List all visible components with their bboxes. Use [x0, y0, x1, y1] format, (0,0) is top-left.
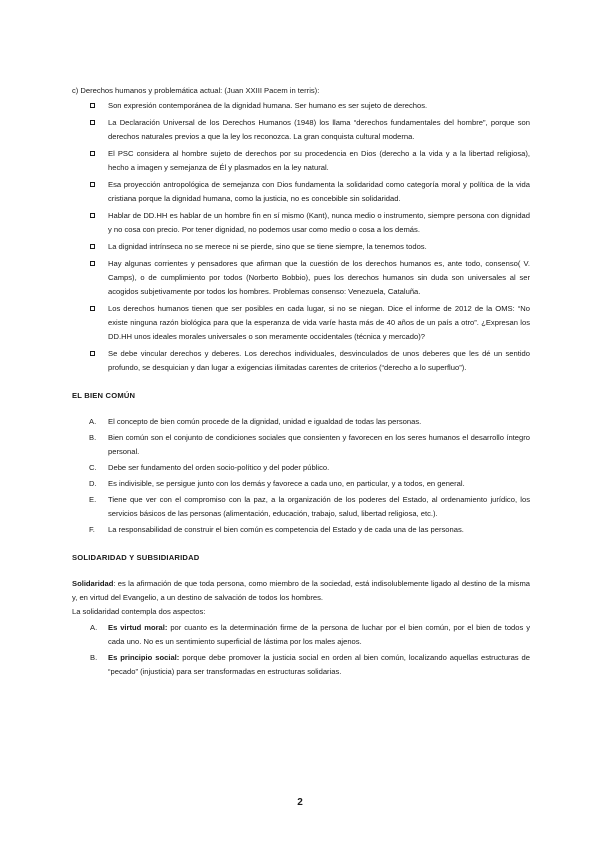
checkbox-bullet-icon: [90, 151, 95, 156]
list-item-text: Tiene que ver con el compromiso con la paz, a la organización de los poderes del Estado, al ordenamiento jurídico, los servicios básicos de las personas (alimentación, educación, trabajo, salud, libertad religiosa, etc.).: [108, 495, 530, 518]
checkbox-bullet-icon: [90, 103, 95, 108]
list-item: [72, 651, 530, 679]
list-item-text: Esa proyección antropológica de semejanza con Dios fundamenta la solidaridad como categoría moral y política de la vida cristiana porque la dignidad humana, como la justicia, no es concebible sin solidaridad.: [108, 180, 530, 203]
definition-text: : es la afirmación de que toda persona, como miembro de la sociedad, está indisolublemente ligado al destino de la misma y, en virtud del Evangelio, a un destino de salvación de todos los hombres.: [72, 579, 530, 602]
list-item: [72, 116, 530, 144]
list-item-text: Debe ser fundamento del orden socio-político y del poder público.: [108, 463, 330, 472]
definition-term: Solidaridad: [72, 579, 114, 588]
page-number: 2: [297, 797, 303, 808]
list-item-text: La Declaración Universal de los Derechos Humanos (1948) los llama “derechos fundamentales del hombre”, porque son derechos naturales previos a que la ley los reconozca. La gran conquista cultural moderna.: [108, 118, 530, 141]
list-item-text: Los derechos humanos tienen que ser posibles en cada lugar, si no se niegan. Dice el informe de 2012 de la OMS: “No existe ninguna razón biológica para que la esperanza de vida varíe hasta más de 40 años de un país a otro”. ¿Expresan los DD.HH unos ideales morales universales o son meramente occidentales (técnica y mercado)?: [108, 304, 530, 341]
list-item: [72, 493, 530, 521]
list-item-text: La dignidad intrínseca no se merece ni se pierde, sino que se tiene siempre, la tenemos todos.: [108, 242, 427, 251]
rights-bullet-list: [72, 99, 530, 375]
list-item: [72, 415, 530, 429]
list-item-text: El PSC considera al hombre sujeto de derechos por su procedencia en Dios (derecho a la vida y a la libertad religiosa), hecho a imagen y semejanza de Él y plasmados en la ley natural.: [108, 149, 530, 172]
list-marker: B.: [89, 433, 97, 442]
bien-comun-list: [72, 415, 530, 537]
list-marker: A.: [90, 623, 98, 632]
solidaridad-definition: [72, 577, 530, 605]
list-item: [72, 621, 530, 649]
checkbox-bullet-icon: [90, 182, 95, 187]
list-marker: B.: [90, 653, 98, 662]
section-intro: c) Derechos humanos y problemática actual: (Juan XXIII Pacem in terris):: [72, 86, 320, 95]
list-item-text: Es indivisible, se persigue junto con los demás y favorece a cada uno, en particular, y a todos, en general.: [108, 479, 465, 488]
list-item: [72, 431, 530, 459]
list-item-text: Hay algunas corrientes y pensadores que afirman que la cuestión de los derechos humanos es, ante todo, consenso( V. Camps), o de cumplimiento por todos (Norberto Bobbio), pues los derechos humanos sin duda son universales al ser acogidos subjetivamente por todos los hombres. Problemas consenso: Venezuela, Cataluña.: [108, 259, 530, 296]
section-heading-bien-comun: EL BIEN COMÚN: [72, 391, 136, 400]
list-marker: C.: [89, 463, 97, 472]
checkbox-bullet-icon: [90, 261, 95, 266]
solidaridad-intro: La solidaridad contempla dos aspectos:: [72, 607, 206, 616]
list-item: [72, 99, 530, 113]
list-item: [72, 461, 530, 475]
list-item-text: El concepto de bien común procede de la dignidad, unidad e igualdad de todas las personas.: [108, 417, 422, 426]
list-item-text: Son expresión contemporánea de la dignidad humana. Ser humano es ser sujeto de derechos.: [108, 101, 428, 110]
aspect-text: porque debe promover la justicia social en orden al bien común, localizando aquellas estructuras de “pecado” (injusticia) para ser transformadas en estructuras solidarias.: [108, 653, 530, 676]
list-item: [72, 178, 530, 206]
list-item-text: La responsabilidad de construir el bien común es competencia del Estado y de cada una de las personas.: [108, 525, 464, 534]
list-item: [72, 347, 530, 375]
aspect-term: Es virtud moral:: [108, 623, 168, 632]
list-item: [72, 147, 530, 175]
list-item: [72, 257, 530, 299]
list-item-text: Se debe vincular derechos y deberes. Los derechos individuales, desvinculados de unos deberes que les dé un sentido profundo, se desquician y dan lugar a exigencias ilimitadas carentes de criterios (“derecho a lo superfluo”).: [108, 349, 530, 372]
list-marker: F.: [89, 525, 95, 534]
checkbox-bullet-icon: [90, 306, 95, 311]
aspect-text: por cuanto es la determinación firme de la persona de luchar por el bien común, por el bien de todos y cada uno. No es un sentimiento superficial de lástima por los males ajenos.: [108, 623, 530, 646]
list-item-text: Bien común son el conjunto de condiciones sociales que consienten y favorecen en los seres humanos el desarrollo íntegro personal.: [108, 433, 530, 456]
list-item: [72, 240, 530, 254]
list-item: [72, 477, 530, 491]
section-heading-solidaridad: SOLIDARIDAD Y SUBSIDIARIDAD: [72, 553, 200, 562]
list-item: [72, 302, 530, 344]
page-content: [72, 84, 530, 681]
list-item: [72, 523, 530, 537]
checkbox-bullet-icon: [90, 213, 95, 218]
list-item: [72, 209, 530, 237]
list-item-text: Hablar de DD.HH es hablar de un hombre fin en sí mismo (Kant), nunca medio o instrumento, siempre persona con dignidad y no cosa con precio. Por tener dignidad, no podemos usar como medio o cosa a los demás.: [108, 211, 530, 234]
solidaridad-aspects-list: [72, 621, 530, 679]
checkbox-bullet-icon: [90, 351, 95, 356]
checkbox-bullet-icon: [90, 120, 95, 125]
list-marker: E.: [89, 495, 97, 504]
checkbox-bullet-icon: [90, 244, 95, 249]
list-marker: A.: [89, 417, 97, 426]
aspect-term: Es principio social:: [108, 653, 180, 662]
list-marker: D.: [89, 479, 97, 488]
